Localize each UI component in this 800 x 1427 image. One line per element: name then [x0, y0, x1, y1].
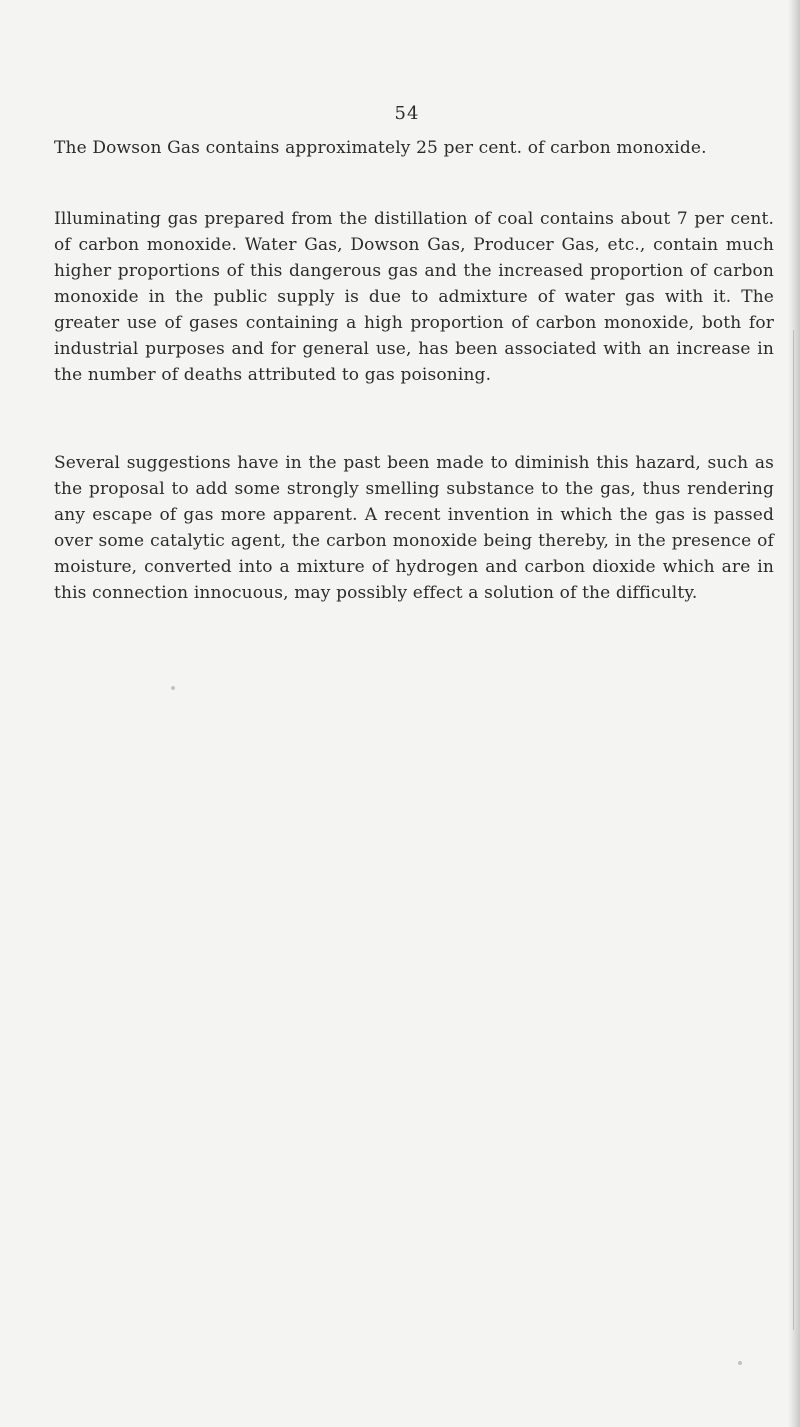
- page-edge-shadow: [788, 0, 800, 1427]
- paper-speck: [171, 686, 175, 690]
- paragraph-illuminating-gas: Illuminating gas prepared from the distillation of coal contains about 7 per cent. of carbon monoxide. Water Gas, Dowson Gas, Producer Gas, etc., contain much higher proportions of this dangerous gas and the increased proportion of carbon monoxide in the public supply is due to admixture of water gas with it. The greater use of gases containing a high proportion of carbon monoxide, both for industrial purposes and for general use, has been associated with an increase in the number of deaths attributed to gas poisoning.: [54, 209, 774, 385]
- paragraph-dowson-gas: The Dowson Gas contains approximately 25 per cent. of carbon monoxide.: [54, 138, 707, 158]
- page-number: 54: [394, 103, 420, 124]
- paper-speck: [738, 1361, 742, 1365]
- paragraph-suggestions: Several suggestions have in the past been made to diminish this hazard, such as the proposal to add some strongly smelling substance to the gas, thus rendering any escape of gas more apparent. A recent invention in which the gas is passed over some catalytic agent, the carbon monoxide being thereby, in the presence of moisture, converted into a mixture of hydrogen and carbon dioxide which are in this connection innocuous, may possibly effect a solution of the difficulty.: [54, 453, 774, 603]
- page-edge-line: [793, 330, 794, 1330]
